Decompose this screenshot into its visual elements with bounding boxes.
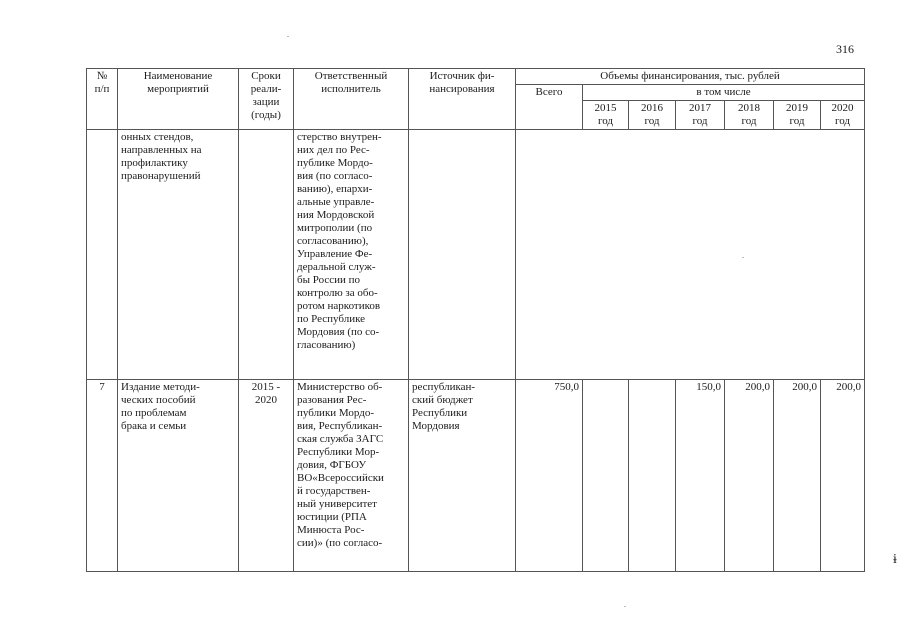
- table-row: [87, 130, 865, 380]
- header-year-2015: 2015 год: [583, 101, 629, 130]
- header-year-2019: 2019 год: [774, 101, 821, 130]
- row-executor: стерство внутрен- них дел по Рес- публике Мордо- вия (по согласо- ванию), епархи- альные управле- ния Мордовской митрополии (по согласованию), Управление Фе- деральной служ- бы России по контролю за обо- ротом наркотиков по Республике Мордовия (по со- гласованию): [294, 130, 409, 380]
- header-year-2018: 2018 год: [725, 101, 774, 130]
- row-source: республикан- ский бюджет Республики Мордовия: [409, 380, 516, 572]
- header-executor: Ответственный исполнитель: [294, 69, 409, 130]
- scan-speck: [287, 36, 289, 37]
- row-num: 7: [87, 380, 118, 572]
- header-incl: в том числе: [583, 85, 865, 101]
- header-num: № п/п: [87, 69, 118, 130]
- header-year-2020: 2020 год: [821, 101, 865, 130]
- row-2019: 200,0: [774, 380, 821, 572]
- row-2020: 200,0: [821, 380, 865, 572]
- row-source: [409, 130, 516, 380]
- row-term: 2015 - 2020: [239, 380, 294, 572]
- header-year-2017: 2017 год: [676, 101, 725, 130]
- row-total: 750,0: [516, 380, 583, 572]
- row-2017: 150,0: [676, 380, 725, 572]
- row-executor: Министерство об- разования Рес- публики Мордо- вия, Республикан- ская служба ЗАГС Республики Мор- довия, ФГБОУ ВО«Всероссийски й государствен- ный университет юстиции (РПА Минюста Рос- сии)» (по согласо-: [294, 380, 409, 572]
- row-num: [87, 130, 118, 380]
- header-volumes: Объемы финансирования, тыс. рублей: [516, 69, 865, 85]
- row-name: онных стендов, направленных на профилактику правонарушений: [118, 130, 239, 380]
- header-year-2016: 2016 год: [629, 101, 676, 130]
- financing-table: [86, 68, 865, 572]
- header-term: Сроки реали- зации (годы): [239, 69, 294, 130]
- row-amounts-empty: [516, 130, 865, 380]
- row-2016: [629, 380, 676, 572]
- table-row: [87, 380, 865, 572]
- margin-mark: ɨ: [893, 552, 897, 567]
- row-name: Издание методи- ческих пособий по проблемам брака и семьи: [118, 380, 239, 572]
- page-number: 316: [836, 42, 854, 56]
- row-2015: [583, 380, 629, 572]
- scan-speck: [742, 257, 744, 258]
- row-term: [239, 130, 294, 380]
- row-2018: 200,0: [725, 380, 774, 572]
- header-total: Всего: [516, 85, 583, 130]
- header-source: Источник фи- нансирования: [409, 69, 516, 130]
- header-name: Наименование мероприятий: [118, 69, 239, 130]
- scan-speck: [624, 606, 626, 607]
